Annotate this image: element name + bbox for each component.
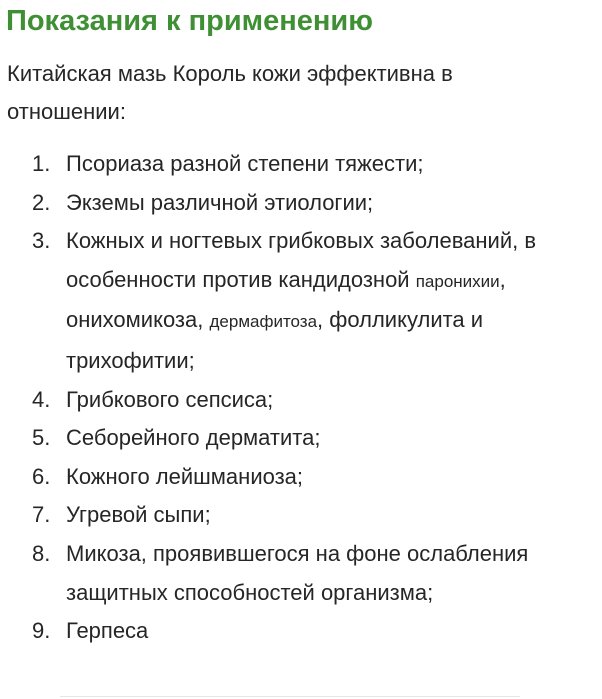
list-item xyxy=(0,535,600,612)
list-item-text: Грибкового сепсиса; xyxy=(66,386,274,412)
list-item-text xyxy=(66,228,536,373)
intro-paragraph: Китайская мазь Король кожи эффективна в отношении: xyxy=(7,61,453,124)
list-item xyxy=(0,145,600,184)
list-item-text: Кожного лейшманиоза; xyxy=(66,463,304,489)
list-item-text-part: , онихомикоза, xyxy=(66,266,506,333)
list-item-text-part: Кожных и ногтевых грибковых заболеваний, в особенности против кандидозной xyxy=(66,228,537,292)
section-heading: Показания к применению xyxy=(6,5,374,37)
list-item-text: Экземы различной этиологии; xyxy=(66,189,374,215)
list-item-number: 5. xyxy=(32,425,51,451)
list-item-text: Себорейного дерматита; xyxy=(66,425,321,451)
list-item-text: Герпеса xyxy=(66,618,149,644)
list-item-text: Псориаза разной степени тяжести; xyxy=(66,151,424,176)
list-item-number: 4. xyxy=(32,386,51,412)
list-item-number: 7. xyxy=(32,502,51,528)
list-item-text: Микоза, проявившегося на фоне ослабления защитных способностей организма; xyxy=(66,540,529,605)
list-item xyxy=(0,419,600,458)
list-item-number: 8. xyxy=(32,540,51,566)
list-item xyxy=(0,458,600,497)
list-item-term-small: паронихии xyxy=(415,271,500,291)
list-item-text-part: , фолликулита и трихофитии; xyxy=(66,307,484,373)
list-item xyxy=(0,612,600,651)
list-item-number: 2. xyxy=(32,189,51,215)
list-item-term-small: дермафитоза xyxy=(209,312,318,332)
list-item xyxy=(0,381,600,420)
divider xyxy=(60,696,520,697)
list-item-text: Угревой сыпи; xyxy=(66,502,211,528)
list-item xyxy=(0,222,600,380)
list-item-number: 3. xyxy=(32,228,51,254)
indications-list xyxy=(0,145,600,651)
list-item xyxy=(0,184,600,223)
list-item-number: 1. xyxy=(32,151,51,176)
list-item xyxy=(0,496,600,535)
list-item-number: 9. xyxy=(32,618,51,644)
list-item-number: 6. xyxy=(32,463,51,489)
